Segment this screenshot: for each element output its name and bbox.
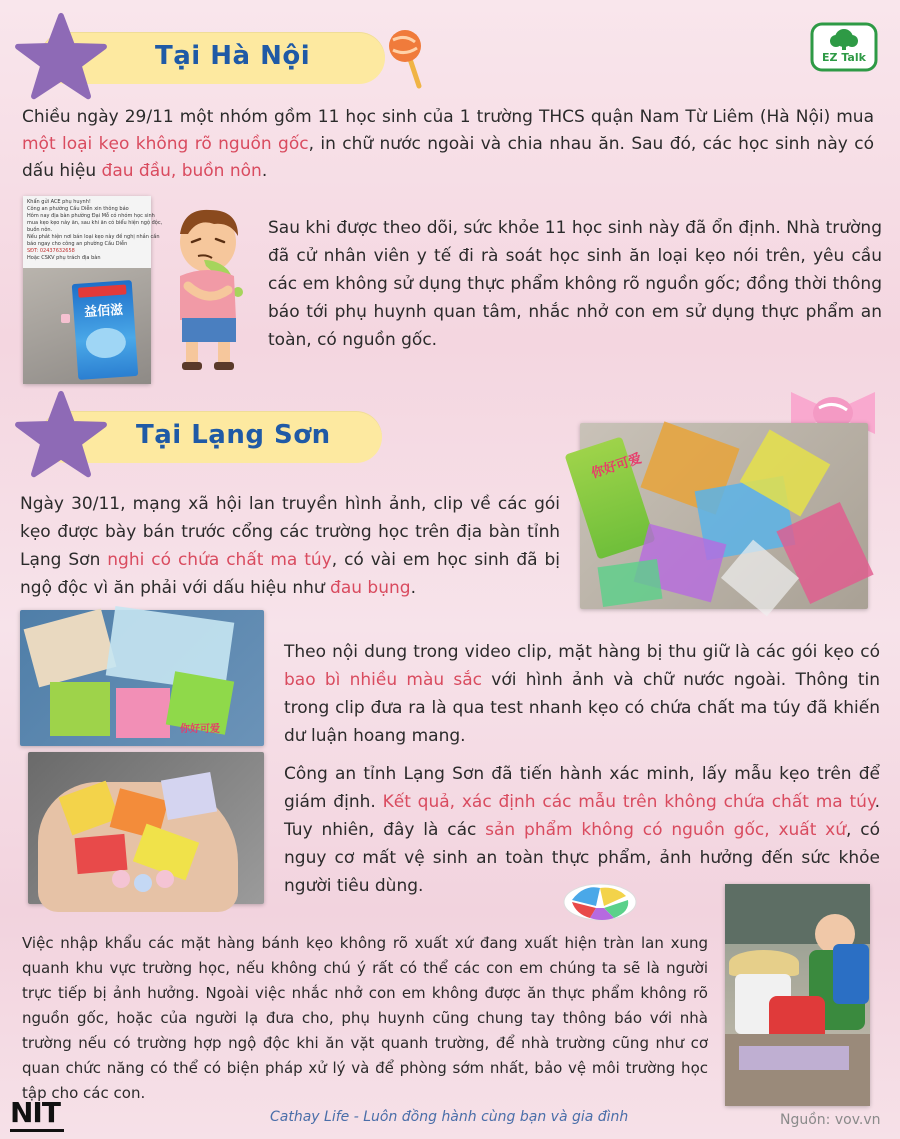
candy-package-image: [72, 280, 139, 380]
text-run: . Tuy nhiên, đây là các: [284, 792, 880, 840]
notice-line: Nếu phát hiện nơi bán loại kẹo này đề nghị nhắn cần: [27, 234, 160, 240]
ez-talk-logo: [810, 22, 878, 72]
notice-line: Công an phường Cầu Diễn xin thông báo: [27, 206, 129, 212]
highlight-text: bao bì nhiều màu sắc: [284, 670, 483, 690]
candy-package-label: 益佰滋: [83, 302, 124, 321]
highlight-text: Kết quả, xác định các mẫu trên không chứa chất ma túy: [382, 792, 875, 812]
star-icon: [14, 390, 108, 480]
street-vendor-photo: [725, 884, 870, 1106]
notice-line: Khẩn gửi ACE phụ huynh!: [27, 199, 91, 205]
text-run: Ngày 30/11, mạng xã hội lan truyền hình ảnh, clip về các gói kẹo được bày bán trước cổng các trường học trên địa bàn tỉnh Lạng Sơn: [20, 494, 560, 570]
highlight-text: đau đầu, buồn nôn: [101, 161, 262, 181]
notice-line: Hoặc CSKV phụ trách địa bàn: [27, 255, 101, 261]
highlight-text: sản phẩm không có nguồn gốc, xuất xứ: [485, 820, 847, 840]
notice-text: [23, 196, 163, 268]
notice-line: buồn nôn.: [27, 227, 53, 233]
text-run: với hình ảnh và chữ nước ngoài. Thông tin trong clip đưa ra là qua test nhanh kẹo có chứa chất ma túy đã khiến dư luận hoang mang.: [284, 670, 880, 746]
text-run: , có nguy cơ mất vệ sinh an toàn thực phẩm, ảnh hưởng đến sức khỏe người tiêu dùng.: [284, 820, 880, 896]
conclusion-text: Việc nhập khẩu các mặt hàng bánh kẹo không rõ xuất xứ đang xuất hiện tràn lan xung quanh khu vực trường học, nếu không chú ý rất có thể các con em chúng ta sẽ là người trực tiếp bị ảnh hưởng. Ngoài việc nhắc nhở con em không được ăn thực phẩm không rõ nguồn gốc, hoặc của người lạ đưa cho, phụ huynh cũng chung tay thông báo với nhà trường nếu có trường hợp ngộ độc khi ăn vặt quanh trường, để nhà trường cũng như cơ quan chức năng có thể có biện pháp xử lý và để phòng sớm nhất, bảo vệ môi trường học tập cho các con.: [22, 934, 708, 1102]
candy-icon: [560, 878, 640, 924]
candy-packs-photo: [20, 610, 264, 746]
nit-logo-text: NIT: [10, 1096, 60, 1129]
notice-photo: [23, 196, 163, 384]
candy-pile-photo: [580, 423, 868, 609]
source-credit: Nguồn: vov.vn: [780, 1112, 881, 1128]
candy-pack-label: 你好可爱: [180, 724, 220, 735]
notice-line: Hôm nay địa bàn phường Đại Mỗ có nhóm học sinh: [27, 213, 155, 219]
highlight-text: đau bụng: [330, 578, 411, 598]
notice-line: mua kẹo kẹo này ăn, sau khi ăn có biểu hiện ngộ độc,: [27, 220, 163, 226]
text-run: Theo nội dung trong video clip, mặt hàng bị thu giữ là các gói kẹo có: [284, 642, 880, 662]
section2-body1: [284, 638, 880, 750]
section1-intro: [22, 104, 874, 185]
text-run: Công an tỉnh Lạng Sơn đã tiến hành xác minh, lấy mẫu kẹo trên để giám định.: [284, 764, 880, 812]
candy-hand-photo: [28, 752, 264, 904]
nit-logo: [10, 1098, 66, 1136]
ez-talk-text: EZ Talk: [822, 51, 866, 64]
highlight-text: nghi có chứa chất ma túy: [107, 550, 332, 570]
text-run: .: [261, 161, 268, 181]
sick-boy-illustration: [158, 204, 262, 376]
text-run: .: [410, 578, 416, 598]
text-run: , in chữ nước ngoài và chia nhau ăn. Sau đó, các học sinh này có dấu hiệu: [22, 134, 874, 181]
lollipop-icon: [385, 26, 429, 90]
section1-title: Tại Hà Nội: [155, 41, 311, 71]
section1-body: Sau khi được theo dõi, sức khỏe 11 học sinh này đã ổn định. Nhà trường đã cử nhân viên y tế đi rà soát học sinh ăn loại kẹo nói trên, yêu cầu các em không sử dụng thực phẩm không rõ nguồn gốc; đồng thời thông báo tới phụ huynh quan tâm, nhắc nhở con em sử dụng thực phẩm an toàn, có nguồn gốc.: [268, 218, 882, 350]
text-run: Chiều ngày 29/11 một nhóm gồm 11 học sinh của 1 trường THCS quận Nam Từ Liêm (Hà Nội) mua: [22, 107, 874, 127]
notice-line: báo ngay cho công an phường Cầu Diễn: [27, 241, 128, 247]
text-run: , có vài em học sinh đã bị ngộ độc vì ăn phải với dấu hiệu như: [20, 550, 560, 598]
tree-icon: [810, 22, 878, 72]
notice-line: SĐT: 02437632658: [27, 248, 75, 254]
section2-title: Tại Lạng Sơn: [136, 420, 331, 450]
highlight-text: một loại kẹo không rõ nguồn gốc: [22, 134, 309, 154]
candy-pack-label: 你好可爱: [589, 451, 644, 482]
star-icon: [14, 12, 108, 102]
footer-slogan: Cathay Life - Luôn đồng hành cùng bạn và gia đình: [270, 1109, 629, 1125]
section2-intro: [20, 490, 560, 602]
